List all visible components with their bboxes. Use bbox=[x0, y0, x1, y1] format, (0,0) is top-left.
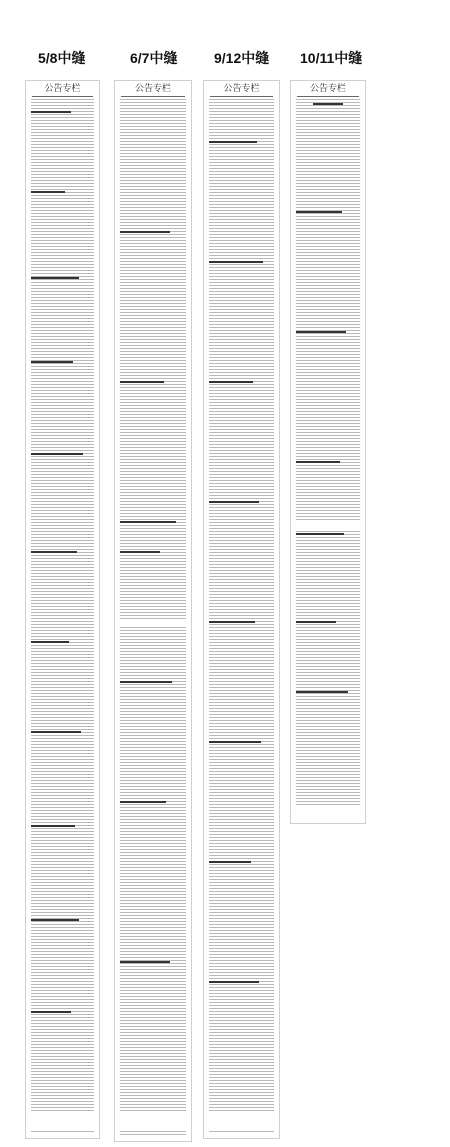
notice-heading bbox=[31, 111, 71, 113]
notice-heading bbox=[31, 551, 77, 553]
column-footer-space bbox=[296, 807, 360, 819]
notice-heading bbox=[296, 533, 344, 535]
column-footer-space bbox=[31, 1111, 94, 1131]
newspaper-column-10-11 bbox=[290, 80, 366, 824]
notice-heading bbox=[313, 103, 343, 105]
notice-heading bbox=[120, 551, 160, 553]
notice-heading bbox=[209, 621, 255, 623]
column-label-5-8: 5/8中缝 bbox=[38, 50, 86, 66]
notice-heading bbox=[209, 981, 259, 983]
notice-text-block bbox=[120, 99, 186, 1137]
notice-heading bbox=[31, 191, 65, 193]
column-footer-space bbox=[120, 1111, 186, 1131]
column-label-9-12: 9/12中缝 bbox=[214, 50, 270, 66]
notice-heading bbox=[296, 621, 336, 623]
notice-heading bbox=[296, 691, 348, 693]
notice-heading bbox=[31, 919, 79, 921]
newspaper-column-9-12 bbox=[203, 80, 280, 1139]
notice-heading bbox=[209, 741, 261, 743]
notice-heading bbox=[120, 961, 170, 963]
notice-heading bbox=[209, 141, 257, 143]
notice-heading bbox=[31, 641, 69, 643]
section-gap bbox=[120, 621, 186, 627]
notice-heading bbox=[120, 681, 172, 683]
notice-heading bbox=[120, 521, 176, 523]
notice-heading bbox=[31, 1011, 71, 1013]
notice-text-block bbox=[209, 99, 274, 1134]
column-header: 公告专栏 bbox=[204, 81, 279, 94]
column-label-6-7: 6/7中缝 bbox=[130, 50, 178, 66]
notice-heading bbox=[120, 381, 164, 383]
column-label-10-11: 10/11中缝 bbox=[300, 50, 363, 66]
section-gap bbox=[296, 521, 360, 529]
notice-heading bbox=[31, 361, 73, 363]
newspaper-column-6-7 bbox=[114, 80, 192, 1142]
notice-heading bbox=[120, 231, 170, 233]
notice-text-block bbox=[31, 99, 94, 1134]
notice-heading bbox=[209, 381, 253, 383]
column-header: 公告专栏 bbox=[115, 81, 191, 94]
notice-heading bbox=[31, 453, 83, 455]
notice-heading bbox=[296, 461, 340, 463]
notice-heading bbox=[31, 277, 79, 279]
notice-heading bbox=[296, 331, 346, 333]
notice-heading bbox=[209, 861, 251, 863]
notice-heading bbox=[209, 261, 263, 263]
notice-heading bbox=[209, 501, 259, 503]
notice-heading bbox=[120, 801, 166, 803]
column-header: 公告专栏 bbox=[26, 81, 99, 94]
notice-heading bbox=[31, 825, 75, 827]
notice-text-block bbox=[296, 99, 360, 819]
column-header: 公告专栏 bbox=[291, 81, 365, 94]
newspaper-column-5-8 bbox=[25, 80, 100, 1139]
notice-heading bbox=[31, 731, 81, 733]
notice-heading bbox=[296, 211, 342, 213]
column-footer-space bbox=[209, 1113, 274, 1131]
